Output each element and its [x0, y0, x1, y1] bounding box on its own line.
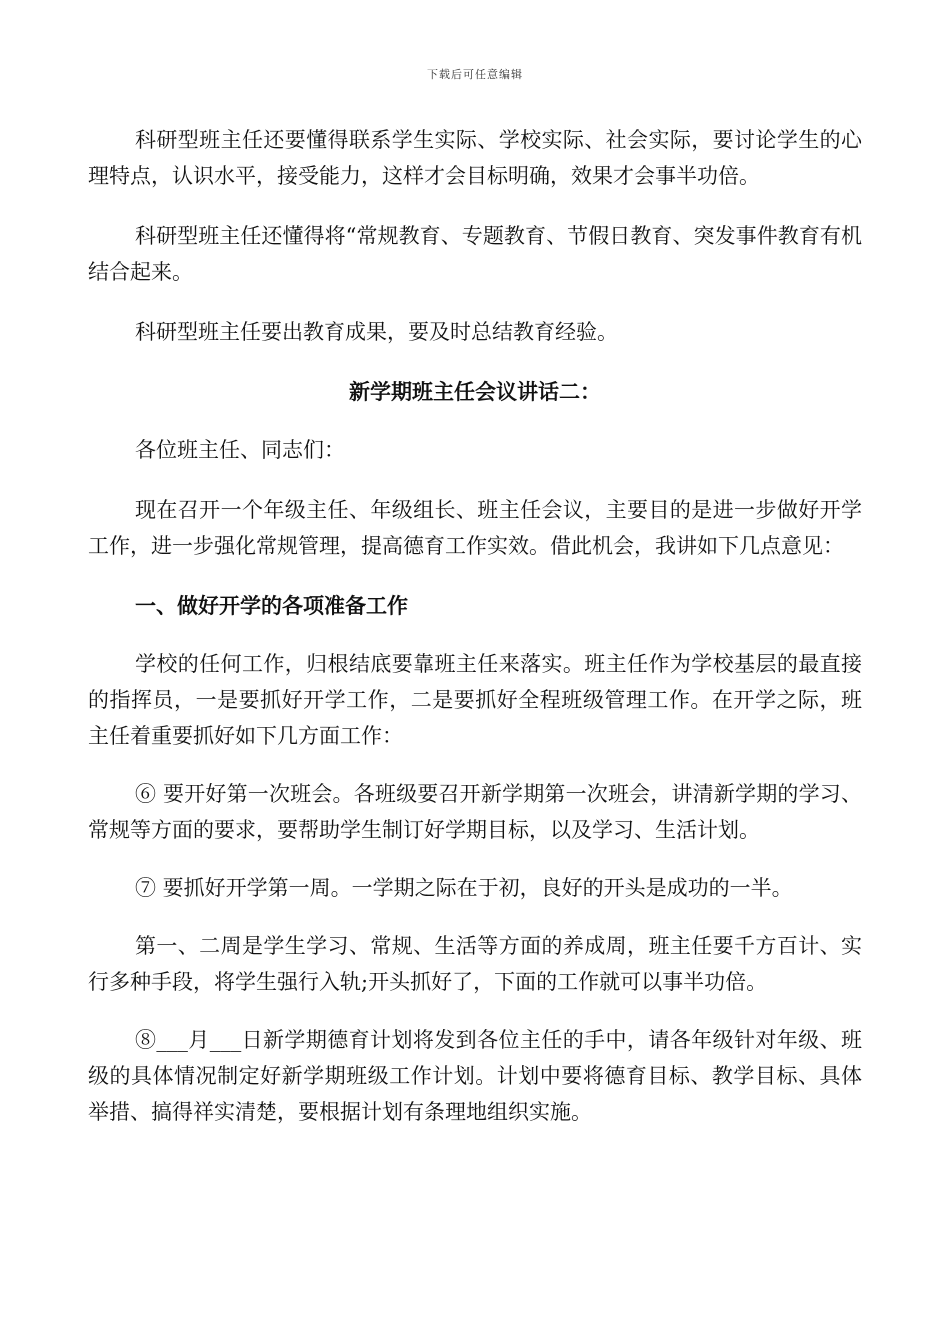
section-heading-1: 一、做好开学的各项准备工作	[135, 593, 408, 618]
greeting: 各位班主任、同志们：	[135, 438, 345, 462]
list-item-moral-education-plan: ⑧___月___日新学期德育计划将发到各位主任的手中，请各年级针对年级、班级的具体情况制定好新学期班级工作计划。计划中要将德育目标、教学目标、具体举措、搞得祥实清楚，要根据计划有条理地组织实施。	[88, 1028, 862, 1124]
paragraph-class-teacher-role: 学校的任何工作，归根结底要靠班主任来落实。班主任作为学校基层的最直接的指挥员，一是要抓好开学工作，二是要抓好全程班级管理工作。在开学之际，班主任着重要抓好如下几方面工作：	[88, 652, 862, 748]
list-item-first-class-meeting: ⑥ 要开好第一次班会。各班级要召开新学期第一次班会，讲清新学期的学习、常规等方面的要求，要帮助学生制订好学期目标，以及学习、生活计划。	[88, 782, 862, 842]
document-body	[88, 122, 862, 1152]
list-item-first-week: ⑦ 要抓好开学第一周。一学期之际在于初，良好的开头是成功的一半。	[135, 876, 793, 900]
paragraph-meeting-purpose: 现在召开一个年级主任、年级组长、班主任会议，主要目的是进一步做好开学工作，进一步强化常规管理，提高德育工作实效。借此机会，我讲如下几点意见：	[88, 498, 862, 558]
speech-title: 新学期班主任会议讲话二：	[349, 379, 601, 404]
paragraph-research-teacher-1: 科研型班主任还要懂得联系学生实际、学校实际、社会实际，要讨论学生的心理特点，认识水平，接受能力，这样才会目标明确，效果才会事半功倍。	[88, 128, 862, 188]
paragraph-research-teacher-3: 科研型班主任要出教育成果，要及时总结教育经验。	[135, 320, 618, 344]
page-header-note: 下载后可任意编辑	[427, 68, 523, 81]
paragraph-habit-weeks: 第一、二周是学生学习、常规、生活等方面的养成周，班主任要千方百计、实行多种手段，将学生强行入轨;开头抓好了，下面的工作就可以事半功倍。	[88, 934, 862, 994]
paragraph-research-teacher-2: 科研型班主任还懂得将“常规教育、专题教育、节假日教育、突发事件教育有机结合起来。	[88, 224, 862, 284]
